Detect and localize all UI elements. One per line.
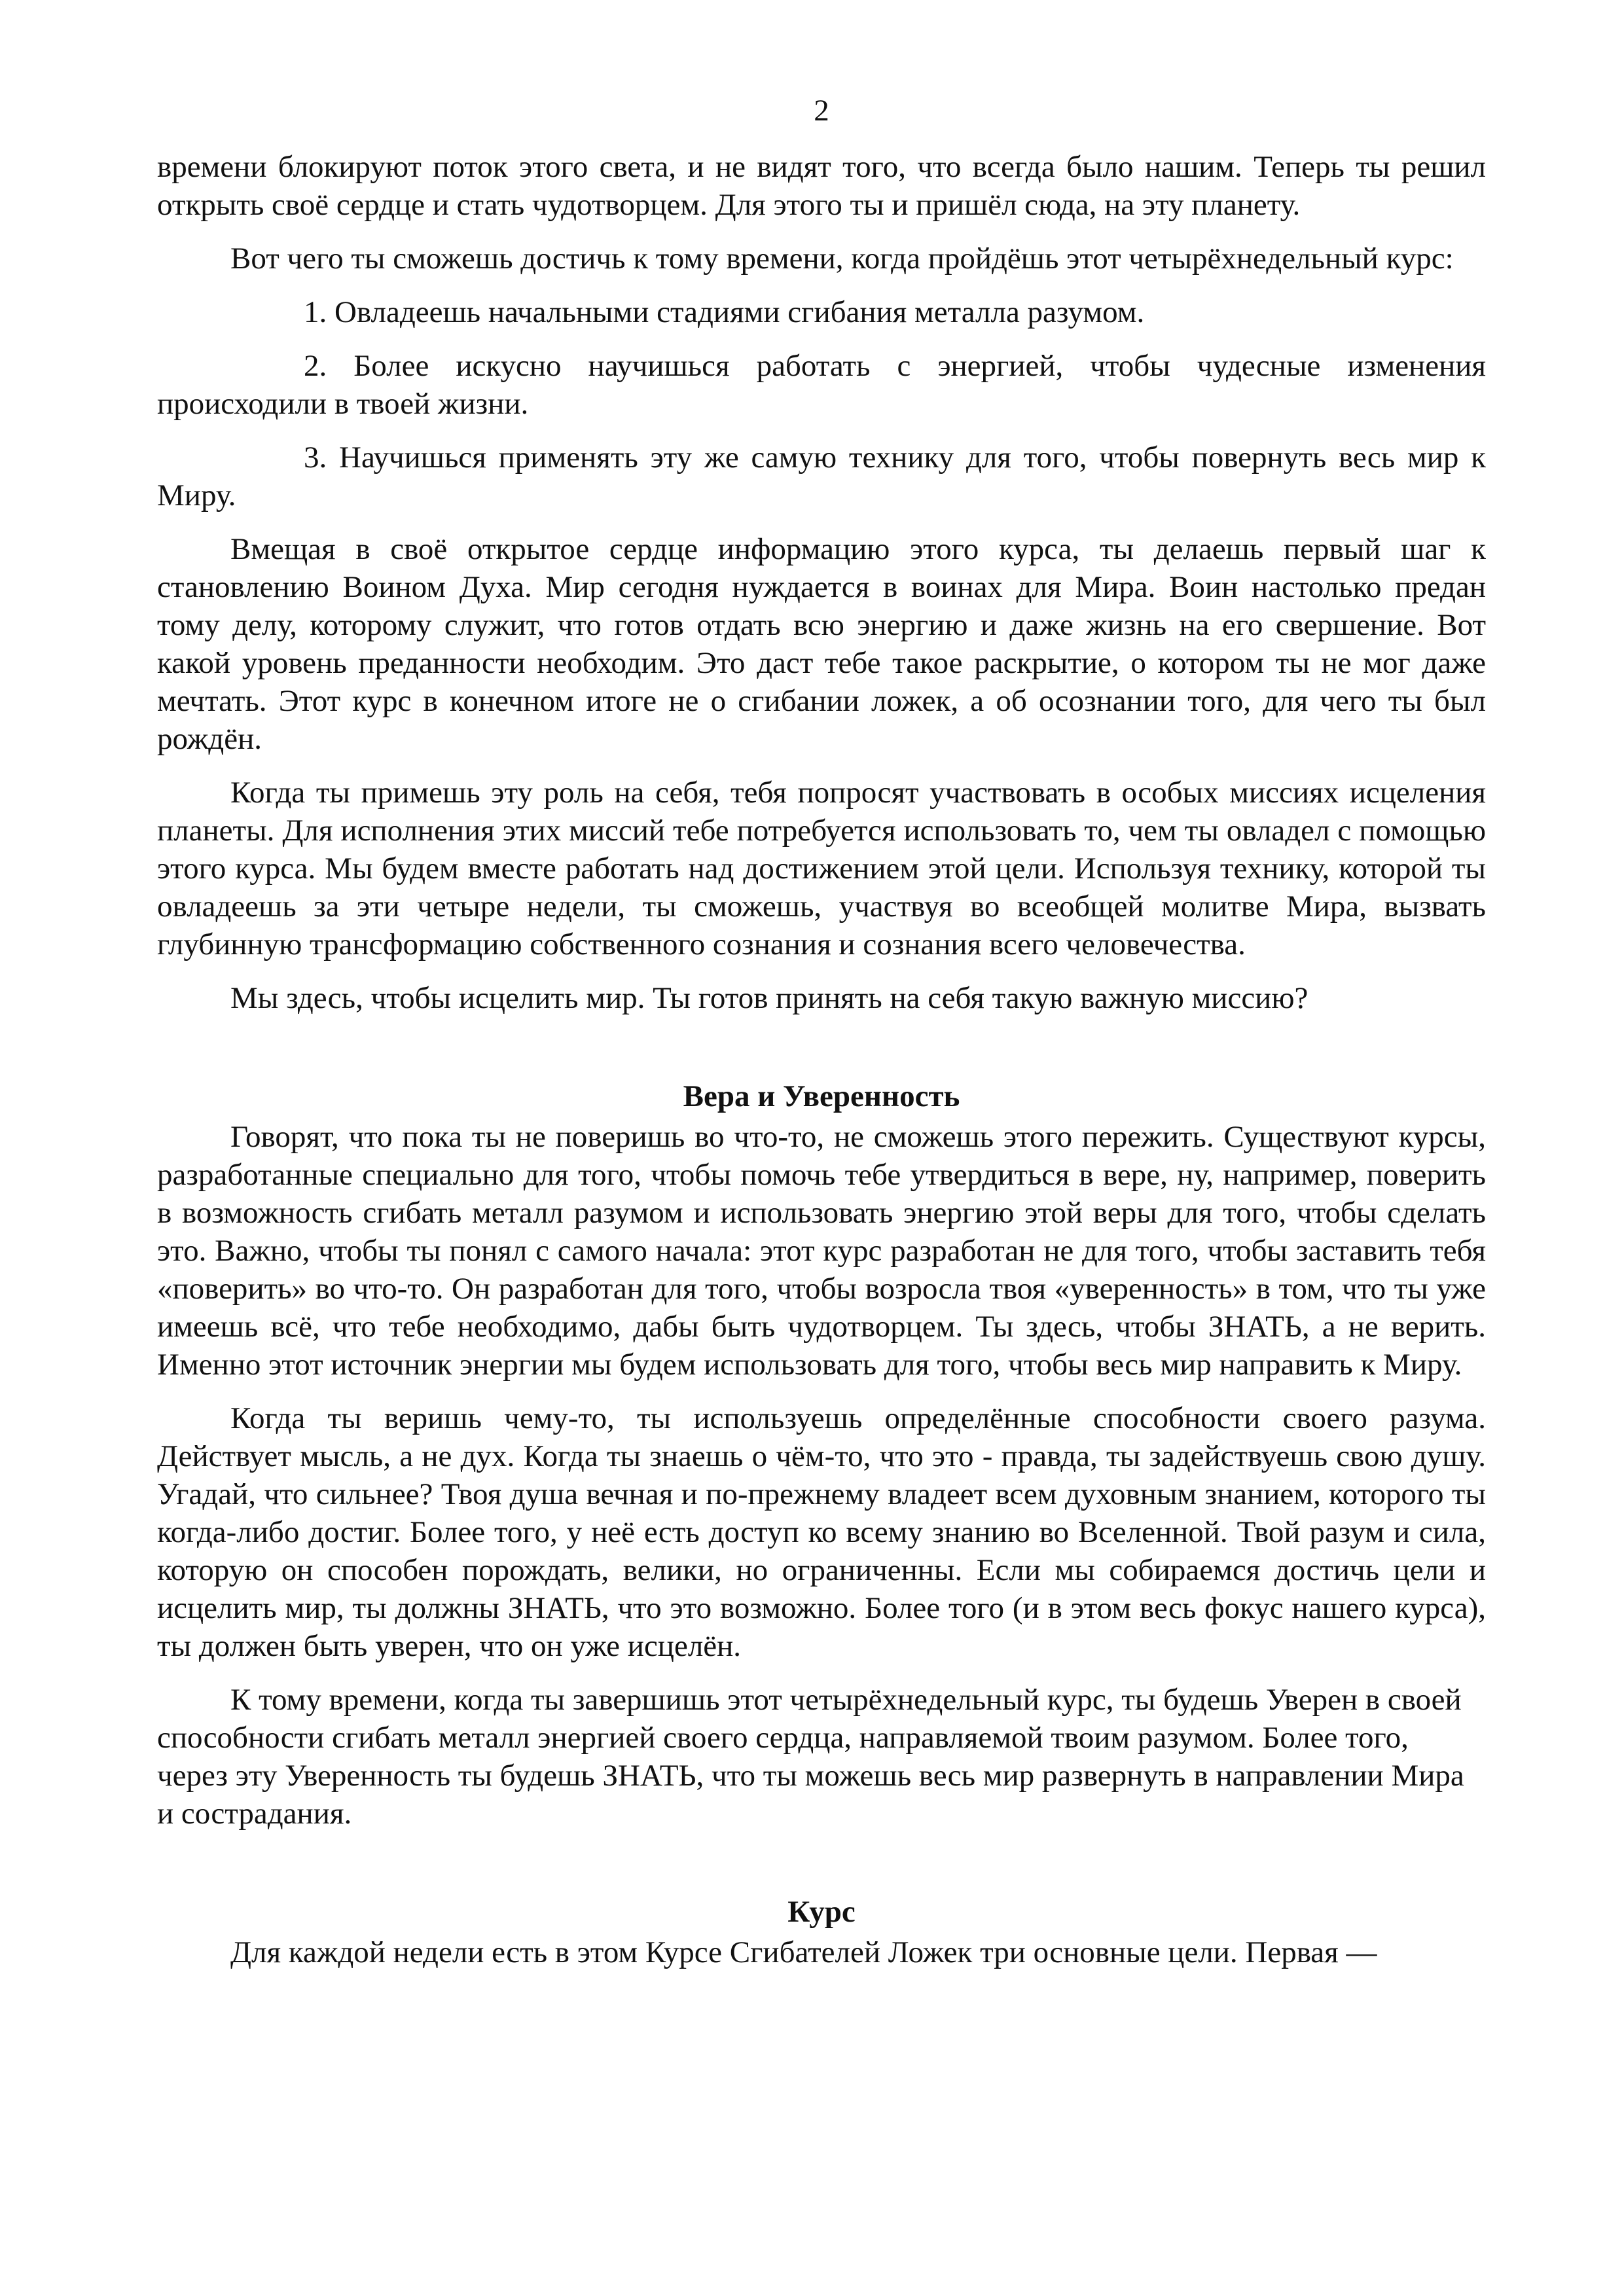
document-page xyxy=(157,92,1486,1987)
section-heading-faith: Вера и Уверенность xyxy=(683,1079,960,1113)
paragraph-faith-1: Говорят, что пока ты не поверишь во что-то, не сможешь этого пережить. Существуют курсы, разработанные специально для того, чтобы помочь тебе утвердиться в вере, ну, например, поверить в возможность сгибать металл разумом и использовать энергию этой веры для того, чтобы сделать это. Важно, чтобы ты понял с самого начала: этот курс разработан не для того, чтобы заставить тебя «поверить» во что-то. Он разработан для того, чтобы возросла твоя «уверенность» в том, что ты уже имеешь всё, что тебе необходимо, дабы быть чудотворцем. Ты здесь, чтобы ЗНАТЬ, а не верить. Именно этот источник энергии мы будем использовать для того, чтобы весь мир направить к Миру. xyxy=(157,1120,1486,1382)
page-number: 2 xyxy=(814,94,829,128)
intro-continuation: времени блокируют поток этого света, и не видят того, что всегда было нашим. Теперь ты решил открыть своё сердце и стать чудотворцем. Для этого ты и пришёл сюда, на эту планету. xyxy=(157,150,1486,222)
list-number: 2. xyxy=(304,349,327,383)
paragraph-question: Мы здесь, чтобы исцелить мир. Ты готов принять на себя такую важную миссию? xyxy=(230,981,1308,1015)
list-text: Более искусно научишься работать с энергией, чтобы чудесные изменения происходили в твоей жизни. xyxy=(157,349,1486,421)
paragraph-faith-3: К тому времени, когда ты завершишь этот четырёхнедельный курс, ты будешь Уверен в своей способности сгибать металл энергией своего сердца, направляемой твоим разумом. Более того, через эту Уверенность ты будешь ЗНАТЬ, что ты можешь весь мир развернуть в направлении Мира и сострадания. xyxy=(157,1683,1464,1831)
paragraph-faith-2: Когда ты веришь чему-то, ты используешь определённые способности своего разума. Действует мысль, а не дух. Когда ты знаешь о чём-то, что это - правда, ты задействуешь свою душу. Угадай, что сильнее? Твоя душа вечная и по-прежнему владеет всем духовным знанием, которого ты когда-либо достиг. Более того, у неё есть доступ ко всему знанию во Вселенной. Твой разум и сила, которую он способен порождать, велики, но ограниченны. Если мы собираемся достичь цели и исцелить мир, ты должны ЗНАТЬ, что это возможно. Более того (и в этом весь фокус нашего курса), ты должен быть уверен, что он уже исцелён. xyxy=(157,1401,1486,1663)
paragraph-mission: Когда ты примешь эту роль на себя, тебя попросят участвовать в особых миссиях исцеления планеты. Для исполнения этих миссий тебе потребуется использовать то, чем ты овладел с помощью этого курса. Мы будем вместе работать над достижением этой цели. Используя технику, которой ты овладеешь за эти четыре недели, ты сможешь, участвуя во всеобщей молитве Мира, вызвать глубинную трансформацию собственного сознания и сознания всего человечества. xyxy=(157,776,1486,961)
list-text: Научишься применять эту же самую технику для того, чтобы повернуть весь мир к Миру. xyxy=(157,440,1487,512)
paragraph-warrior: Вмещая в своё открытое сердце информацию этого курса, ты делаешь первый шаг к становлению Воином Духа. Мир сегодня нуждается в воинах для Мира. Воин настолько предан тому делу, которому служит, что готов отдать всю энергию и даже жизнь на его свершение. Вот какой уровень преданности необходим. Это даст тебе такое раскрытие, о котором ты не мог даже мечтать. Этот курс в конечном итоге не о сгибании ложек, а об осознании того, для чего ты был рождён. xyxy=(157,532,1486,756)
list-text: Овладеешь начальными стадиями сгибания металла разумом. xyxy=(334,295,1145,329)
list-item xyxy=(157,439,1486,514)
list-item xyxy=(157,293,1486,331)
paragraph-course-1: Для каждой недели есть в этом Курсе Сгибателей Ложек три основные цели. Первая — xyxy=(230,1935,1377,1969)
list-number: 3. xyxy=(304,440,327,475)
list-item xyxy=(157,347,1486,423)
intro-lead: Вот чего ты сможешь достичь к тому времени, когда пройдёшь этот четырёхнедельный курс: xyxy=(230,242,1454,276)
list-number: 1. xyxy=(304,295,327,329)
section-heading-course: Курс xyxy=(787,1895,856,1929)
